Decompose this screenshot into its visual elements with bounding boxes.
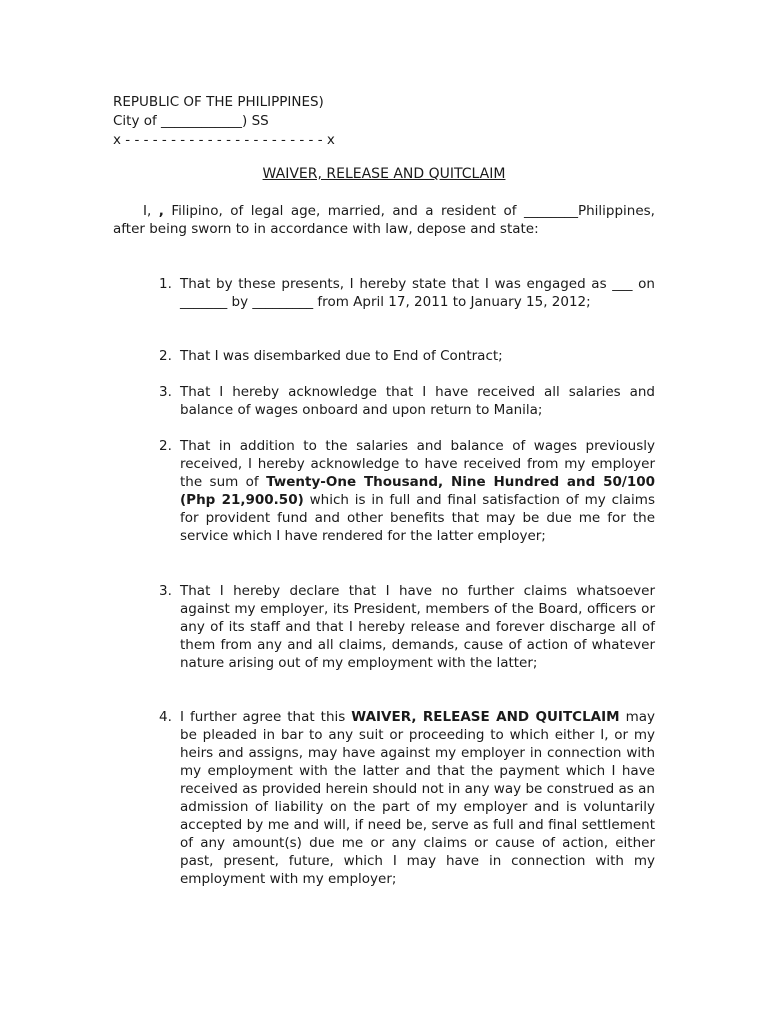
- city-line: City of ____________) SS: [113, 113, 269, 129]
- venue-header: [113, 93, 335, 150]
- item-text: [180, 708, 655, 888]
- item-text: [180, 437, 655, 545]
- republic-line: REPUBLIC OF THE PHILIPPINES): [113, 94, 324, 110]
- item-number: 3.: [159, 583, 172, 599]
- item-number: 2.: [159, 348, 172, 364]
- item-text-b: which is in full and final satisfaction of my claims for provident fund and other benefits that may be due me for the service which I have rendered for the latter employer;: [180, 492, 655, 544]
- intro-text: Filipino, of legal age, married, and a resident of ________Philippines, after being sworn to in accordance with law, depose and state:: [113, 203, 655, 237]
- item-text-a: I further agree that this: [180, 709, 352, 725]
- intro-paragraph: [113, 202, 655, 238]
- item-text: That I hereby declare that I have no further claims whatsoever against my employer, its President, members of the Board, officers or any of its staff and that I hereby release and forever discharge all of them from any and all claims, demands, cause of action of whatever nature arising out of my employment with the latter;: [180, 583, 655, 671]
- item-text: That by these presents, I hereby state that I was engaged as ___ on _______ by _________ from April 17, 2011 to January 15, 2012;: [180, 276, 655, 310]
- item-text-a: That in addition to the salaries and balance of wages previously received, I hereby acknowledge to have received from my employer the sum of: [180, 438, 655, 490]
- item-number: 2.: [159, 438, 172, 454]
- item-title-ref: WAIVER, RELEASE AND QUITCLAIM: [351, 709, 620, 725]
- item-text-b: may be pleaded in bar to any suit or proceeding to which either I, or my heirs and assigns, may have against my employer in connection with my employment with the latter and that the payment which I have received as provided herein should not in any way be construed as an admission of liability on the part of my employer and is voluntarily accepted by me and will, if need be, serve as full and final settlement of any amount(s) due me or any claims or cause of action, either past, present, future, which I may have in connection with my employment with my employer;: [180, 709, 656, 887]
- item-number: 1.: [159, 276, 172, 292]
- separator-line: x - - - - - - - - - - - - - - - - - - - - - - x: [113, 132, 335, 148]
- intro-name-comma: ,: [158, 203, 164, 219]
- item-number: 3.: [159, 384, 172, 400]
- document-title: WAIVER, RELEASE AND QUITCLAIM: [262, 166, 506, 182]
- item-number: 4.: [159, 709, 172, 725]
- item-text: That I hereby acknowledge that I have received all salaries and balance of wages onboard and upon return to Manila;: [180, 384, 655, 418]
- intro-pronoun: I,: [143, 203, 159, 219]
- item-amount: Twenty-One Thousand, Nine Hundred and 50/100 (Php 21,900.50): [180, 474, 656, 508]
- item-text: That I was disembarked due to End of Contract;: [180, 348, 503, 364]
